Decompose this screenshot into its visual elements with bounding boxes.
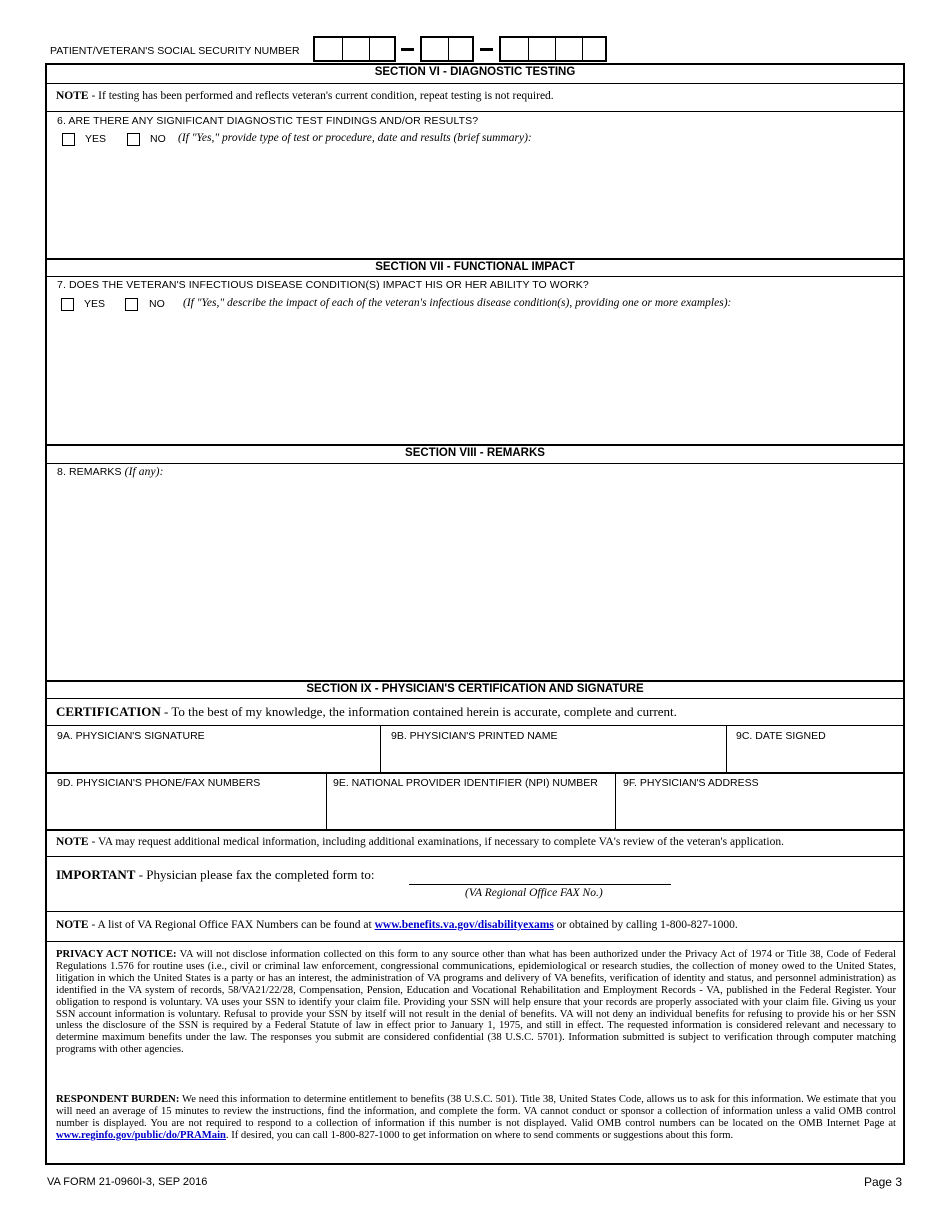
- ssn-field-group[interactable]: [420, 36, 474, 62]
- field-9a-label: 9A. PHYSICIAN'S SIGNATURE: [57, 730, 205, 742]
- section-6-title: SECTION VI - DIAGNOSTIC TESTING: [374, 66, 576, 78]
- note-fax-list: NOTE - A list of VA Regional Office FAX Numbers can be found at www.benefits.va.gov/disabilityexams or obtained by calling 1-800-827-1000.: [56, 919, 738, 931]
- important-fax-instruction: IMPORTANT - Physician please fax the completed form to:: [56, 867, 375, 882]
- privacy-act-notice: PRIVACY ACT NOTICE: VA will not disclose information collected on this form to any source other than what has been authorized under the Privacy Act of 1974 or Title 38, Code of Federal Regulations 1.576 for routine uses (i.e., civil or criminal law enforcement, congressional communications, epidemiological or research studies, the collection of money owed to the United States, litigation in which the United States is a party or has an interest, the administration of VA programs and delivery of VA benefits, verification of identity and status, and personnel administration) as identified in the VA system of records, 58/VA21/22/28, Compensation, Pension, Education and Vocational Rehabilitation and Employment Records - VA, published in the Federal Register. Your obligation to respond is voluntary. VA uses your SSN to identify your claim file. Providing your SSN will help ensure that your records are properly associated with your claim file. Giving us your SSN account information is voluntary. Refusal to provide your SSN by itself will not result in the denial of benefits. VA will not deny an individual benefits for refusing to provide his or her SSN unless the disclosure of the SSN is required by a Federal Statute of law in effect prior to January 1, 1975, and still in effect. The requested information is considered relevant and necessary to determine maximum benefits under the law. The responses you submit are considered confidential (38 U.S.C. 5701). Information submitted is subject to verification through computer matching programs with other agencies.: [56, 949, 896, 1056]
- remarks-label: 8. REMARKS (If any):: [57, 466, 164, 478]
- ssn-dash: [480, 48, 493, 51]
- section-6-note: NOTE - If testing has been performed and reflects veteran's current condition, repeat testing is not required.: [56, 90, 554, 102]
- q7-response-area[interactable]: [48, 315, 902, 441]
- q6-yes-checkbox[interactable]: [62, 133, 75, 146]
- form-identifier: VA FORM 21-0960I-3, SEP 2016: [47, 1176, 208, 1188]
- phone-fax-field[interactable]: [48, 792, 324, 828]
- ssn-dash: [401, 48, 414, 51]
- page-number: Page 3: [863, 1175, 902, 1189]
- q6-instruction: (If "Yes," provide type of test or procedure, date and results (brief summary):: [178, 132, 532, 144]
- q6-no-label: NO: [150, 133, 166, 145]
- q7-yes-label: YES: [84, 298, 106, 310]
- physician-signature-field[interactable]: [48, 744, 378, 770]
- section-8-title: SECTION VIII - REMARKS: [405, 447, 545, 459]
- field-9c-label: 9C. DATE SIGNED: [736, 730, 826, 742]
- question-7: 7. DOES THE VETERAN'S INFECTIOUS DISEASE CONDITION(S) IMPACT HIS OR HER ABILITY TO WORK?: [57, 279, 589, 291]
- ssn-field-area[interactable]: [313, 36, 396, 62]
- q7-no-label: NO: [149, 298, 165, 310]
- field-9f-label: 9F. PHYSICIAN'S ADDRESS: [623, 777, 759, 789]
- date-signed-field[interactable]: [728, 744, 902, 770]
- fax-number-field[interactable]: [409, 864, 671, 885]
- remarks-response-area[interactable]: [48, 482, 902, 678]
- respondent-burden: RESPONDENT BURDEN: We need this information to determine entitlement to benefits (38 U.S.C. 501). Title 38, United States Code, allows us to ask for this information. We estimate that you will need an average of 15 minutes to review the instructions, find the information, and complete the form. VA cannot conduct or sponsor a collection of information unless a valid OMB control number is displayed. You are not required to respond to a collection of information if this number is not displayed. Valid OMB control numbers can be located on the OMB Internet Page at www.reginfo.gov/public/do/PRAMain. If desired, you can call 1-800-827-1000 to get information on where to send comments or suggestions about this form.: [56, 1094, 897, 1141]
- q7-no-checkbox[interactable]: [125, 298, 138, 311]
- q6-response-area[interactable]: [48, 150, 902, 256]
- fax-number-caption: (VA Regional Office FAX No.): [465, 887, 603, 899]
- npi-number-field[interactable]: [328, 792, 613, 828]
- note-additional-info: NOTE - VA may request additional medical information, including additional examinations, if necessary to complete VA's review of the veteran's application.: [56, 836, 784, 848]
- field-9d-label: 9D. PHYSICIAN'S PHONE/FAX NUMBERS: [57, 777, 261, 789]
- q7-yes-checkbox[interactable]: [61, 298, 74, 311]
- q6-no-checkbox[interactable]: [127, 133, 140, 146]
- q6-yes-label: YES: [85, 133, 107, 145]
- reginfo-link[interactable]: www.reginfo.gov/public/do/PRAMain: [56, 1129, 226, 1141]
- ssn-field-serial[interactable]: [499, 36, 607, 62]
- certification-statement: CERTIFICATION - To the best of my knowledge, the information contained herein is accurate, complete and current.: [56, 704, 677, 719]
- field-9b-label: 9B. PHYSICIAN'S PRINTED NAME: [391, 730, 558, 742]
- physician-printed-name-field[interactable]: [382, 744, 724, 770]
- section-9-title: SECTION IX - PHYSICIAN'S CERTIFICATION AND SIGNATURE: [306, 683, 644, 695]
- q7-instruction: (If "Yes," describe the impact of each of the veteran's infectious disease condition(s), providing one or more examples):: [183, 297, 732, 309]
- ssn-label: PATIENT/VETERAN'S SOCIAL SECURITY NUMBER: [50, 45, 300, 57]
- physician-address-field[interactable]: [617, 792, 902, 828]
- section-7-title: SECTION VII - FUNCTIONAL IMPACT: [375, 261, 575, 273]
- field-9e-label: 9E. NATIONAL PROVIDER IDENTIFIER (NPI) NUMBER: [333, 777, 598, 789]
- question-6: 6. ARE THERE ANY SIGNIFICANT DIAGNOSTIC TEST FINDINGS AND/OR RESULTS?: [57, 115, 479, 127]
- benefits-link[interactable]: www.benefits.va.gov/disabilityexams: [374, 919, 554, 931]
